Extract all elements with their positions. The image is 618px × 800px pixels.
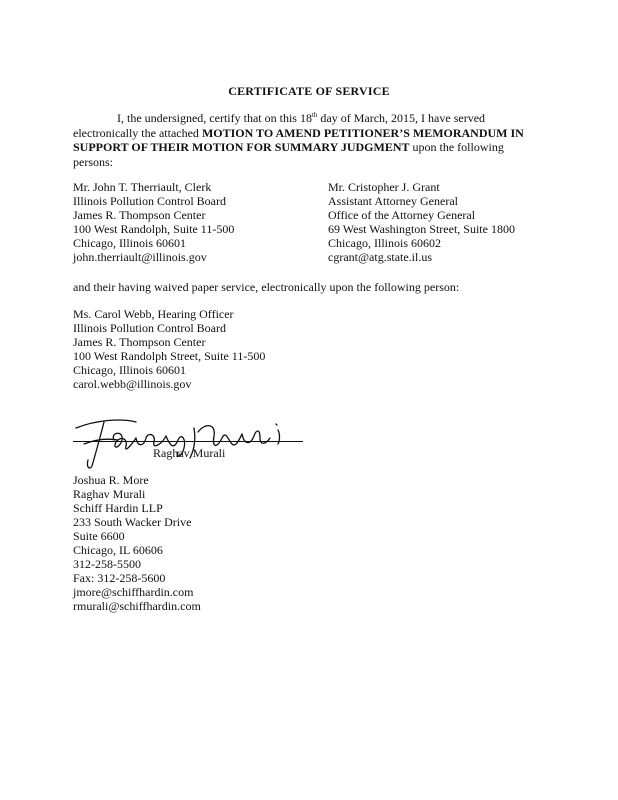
- address-line: Suite 6600: [73, 529, 125, 543]
- intro-paragraph: [73, 111, 543, 169]
- address-line: Chicago, Illinois 60601: [73, 363, 186, 377]
- recipient-attorney-general-address: [328, 180, 515, 264]
- fax-number: Fax: 312-258-5600: [73, 571, 166, 585]
- address-line: Chicago, Illinois 60601: [73, 236, 186, 250]
- address-line: Raghav Murali: [73, 487, 146, 501]
- address-line: Joshua R. More: [73, 473, 149, 487]
- email-address: jmore@schiffhardin.com: [73, 585, 194, 599]
- intro-line-3: [73, 140, 543, 155]
- intro-line-1: [73, 111, 543, 126]
- address-line: James R. Thompson Center: [73, 335, 206, 349]
- intro-line-2: [73, 126, 543, 141]
- address-line: Office of the Attorney General: [328, 208, 476, 222]
- certificate-title: CERTIFICATE OF SERVICE: [228, 84, 390, 98]
- recipient-clerk-address: [73, 180, 234, 264]
- address-line: 100 West Randolph, Suite 11-500: [73, 222, 235, 236]
- email-address: cgrant@atg.state.il.us: [328, 250, 433, 264]
- ordinal-suffix: th: [311, 111, 318, 119]
- address-line: James R. Thompson Center: [73, 208, 206, 222]
- intro-text: electronically the attached: [73, 125, 202, 140]
- address-line: Assistant Attorney General: [328, 194, 458, 208]
- address-line: Mr. Cristopher J. Grant: [328, 180, 440, 194]
- address-line: Mr. John T. Therriault, Clerk: [73, 180, 212, 194]
- intro-text: day of March, 2015, I have served: [317, 111, 486, 125]
- motion-title-part-2: SUPPORT OF THEIR MOTION FOR SUMMARY JUDGMENT: [73, 140, 410, 154]
- motion-title-part-1: MOTION TO AMEND PETITIONER’S MEMORANDUM IN: [201, 125, 524, 140]
- address-line: 69 West Washington Street, Suite 1800: [328, 222, 515, 236]
- intro-text: upon the following: [409, 140, 504, 154]
- email-address: john.therriault@illinois.gov: [73, 250, 207, 264]
- intro-text: I, the undersigned, certify that on this 18: [117, 111, 312, 125]
- waived-service-text: and their having waived paper service, electronically upon the following person:: [73, 280, 460, 294]
- intro-line-4: persons:: [73, 154, 113, 169]
- hearing-officer-address: [73, 307, 265, 391]
- email-address: rmurali@schiffhardin.com: [73, 599, 201, 613]
- signature-line: [73, 441, 303, 442]
- address-line: Chicago, IL 60606: [73, 543, 163, 557]
- sender-contact-block: [73, 473, 201, 613]
- email-address: carol.webb@illinois.gov: [73, 377, 192, 391]
- phone-number: 312-258-5500: [73, 557, 141, 571]
- address-line: Schiff Hardin LLP: [73, 501, 163, 515]
- address-line: Chicago, Illinois 60602: [328, 236, 441, 250]
- address-line: Illinois Pollution Control Board: [73, 194, 227, 208]
- handwritten-signature: [66, 410, 306, 470]
- address-line: Ms. Carol Webb, Hearing Officer: [73, 307, 234, 321]
- address-line: 233 South Wacker Drive: [73, 515, 192, 529]
- address-line: Illinois Pollution Control Board: [73, 321, 227, 335]
- signer-name: Raghav Murali: [153, 446, 226, 460]
- address-line: 100 West Randolph Street, Suite 11-500: [73, 349, 266, 363]
